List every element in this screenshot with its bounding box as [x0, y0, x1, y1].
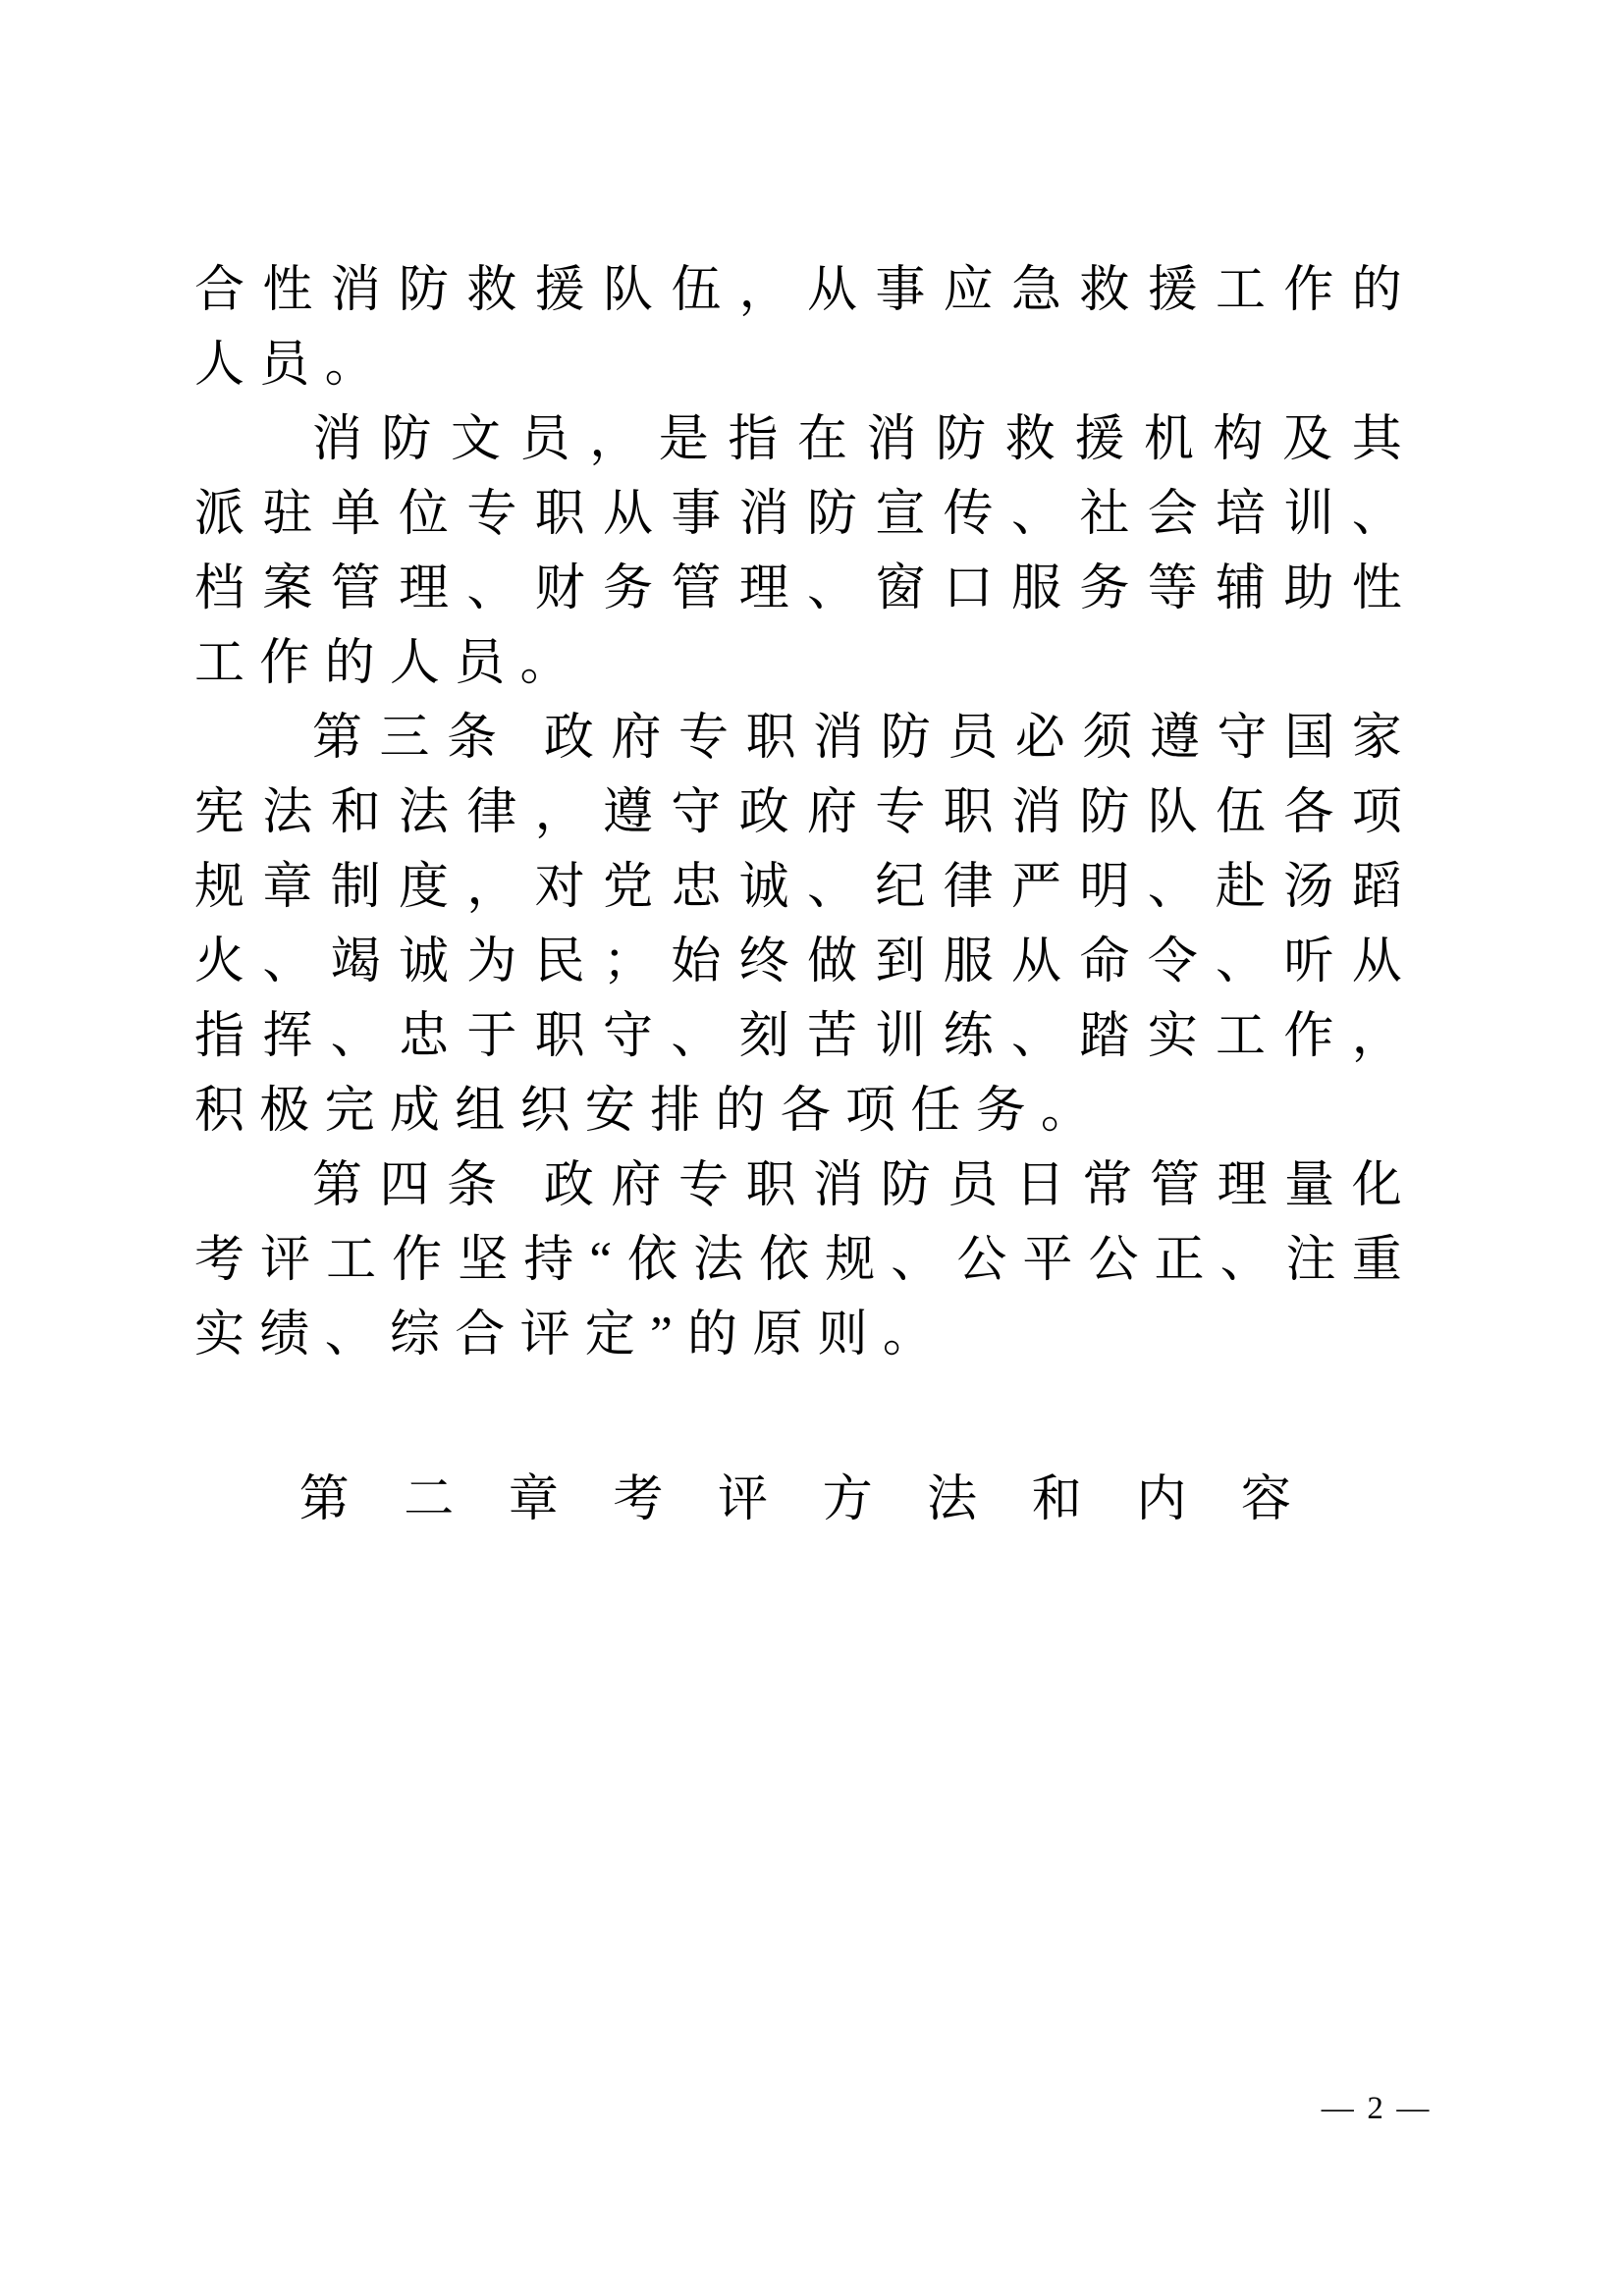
chapter-heading: 第 二 章 考 评 方 法 和 内 容: [298, 1472, 1313, 1527]
paragraph-wenyuan-definition: 消防文员，是指在消防救援机构及其派驻单位专职从事消防宣传、社会培训、档案管理、财务管理、窗口服务等辅助性工作的人员。: [194, 412, 1417, 691]
paragraph-article-three: 第三条 政府专职消防员必须遵守国家宪法和法律，遵守政府专职消防队伍各项规章制度，对党忠诚、纪律严明、赴汤蹈火、竭诚为民；始终做到服从命令、听从指挥、忠于职守、刻苦训练、踏实工作，积极完成组织安排的各项任务。: [194, 711, 1417, 1139]
page-number: — 2 —: [1321, 2091, 1432, 2126]
paragraph-article-four: 第四条 政府专职消防员日常管理量化考评工作坚持“依法依规、公平公正、注重实绩、综合评定”的原则。: [194, 1158, 1417, 1362]
paragraph-continuation: 合性消防救援队伍，从事应急救援工作的人员。: [194, 263, 1417, 393]
document-body: [194, 253, 1417, 1578]
